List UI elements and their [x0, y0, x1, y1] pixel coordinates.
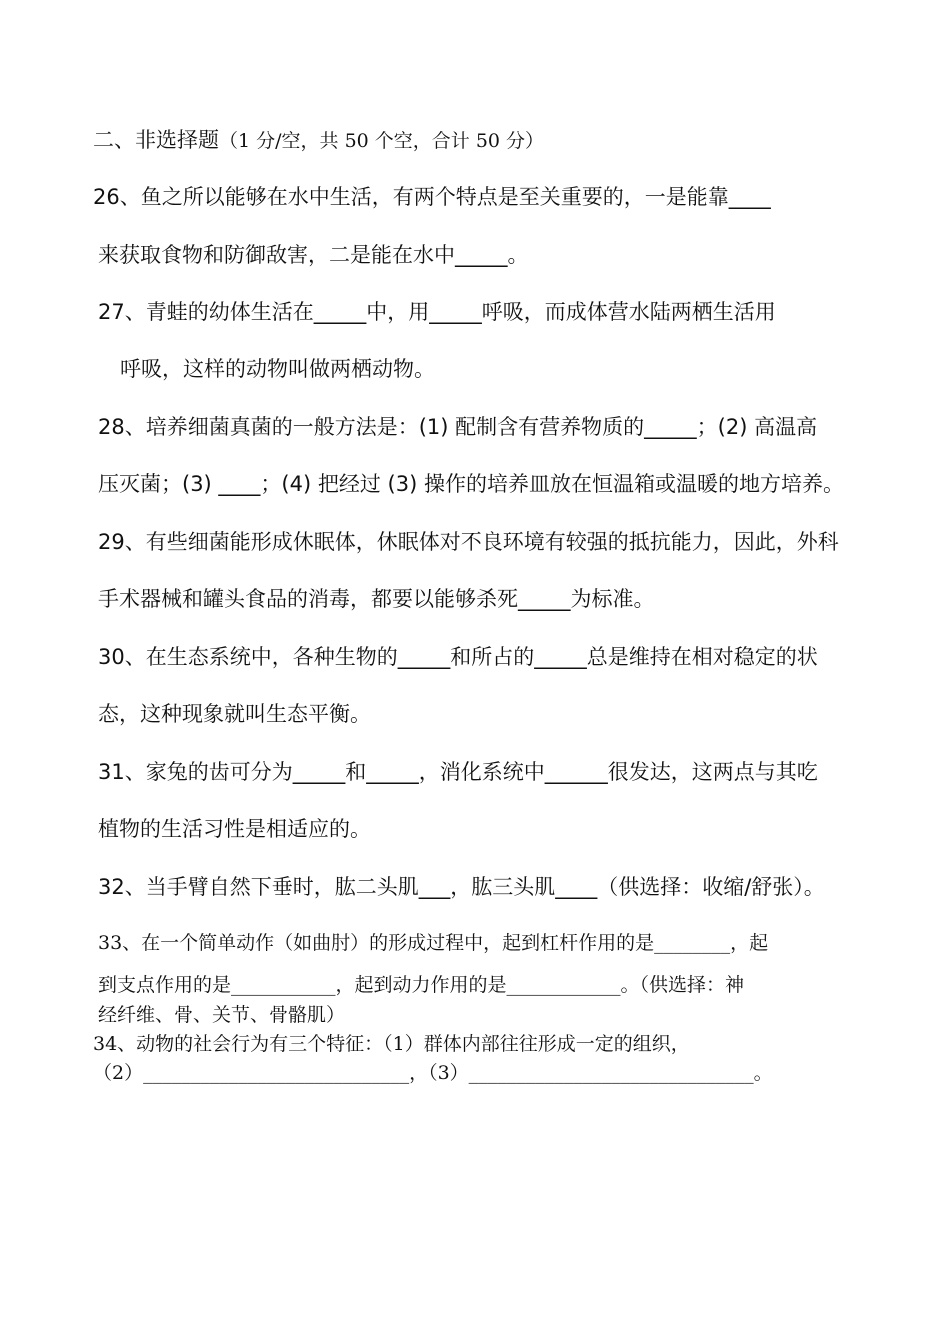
question-27-line-1: 27、青蛙的幼体生活在_____中，用_____呼吸，而成体营水陆两栖生活用 — [98, 300, 776, 324]
question-26-line-2: 来获取食物和防御敌害，二是能在水中_____。 — [98, 243, 529, 267]
question-26-line-1: 26、鱼之所以能够在水中生活，有两个特点是至关重要的，一是能靠____ — [93, 185, 771, 209]
section-heading-line — [93, 130, 544, 151]
question-28-line-2: 压灭菌；(3) ____；(4) 把经过 (3) 操作的培养皿放在恒温箱或温暖的地方培养。 — [98, 472, 844, 496]
question-33-line-2: 到支点作用的是___________，起到动力作用的是____________。（供选择：神 — [98, 974, 745, 996]
section-heading: 二、非选择题 — [93, 128, 219, 152]
question-29-line-1: 29、有些细菌能形成休眠体，休眠体对不良环境有较强的抵抗能力，因此，外科 — [98, 530, 839, 554]
question-33-line-1: 33、在一个简单动作（如曲肘）的形成过程中，起到杠杆作用的是________，起 — [98, 932, 769, 954]
question-30-line-2: 态，这种现象就叫生态平衡。 — [98, 702, 371, 726]
question-34-line-1: 34、动物的社会行为有三个特征：（1）群体内部往往形成一定的组织， — [93, 1033, 690, 1055]
question-31-line-1: 31、家兔的齿可分为_____和_____，消化系统中______很发达，这两点与其吃 — [98, 760, 818, 784]
question-30-line-1: 30、在生态系统中，各种生物的_____和所占的_____总是维持在相对稳定的状 — [98, 645, 818, 669]
question-29-line-2: 手术器械和罐头食品的消毒，都要以能够杀死_____为标准。 — [98, 587, 655, 611]
section-scoring-note: （1 分/空，共 50 个空，合计 50 分） — [219, 130, 545, 152]
question-32-line-1: 32、当手臂自然下垂时，肱二头肌___，肱三头肌____（供选择：收缩/舒张）。 — [98, 875, 825, 899]
question-33-line-3: 经纤维、骨、关节、骨骼肌） — [98, 1004, 346, 1026]
question-27-line-2: 呼吸，这样的动物叫做两栖动物。 — [120, 357, 435, 381]
question-34-line-2: （2）____________________________，（3）______________________________。 — [93, 1062, 773, 1084]
question-28-line-1: 28、培养细菌真菌的一般方法是：(1) 配制含有营养物质的_____；(2) 高温高 — [98, 415, 818, 439]
question-31-line-2: 植物的生活习性是相适应的。 — [98, 817, 371, 841]
